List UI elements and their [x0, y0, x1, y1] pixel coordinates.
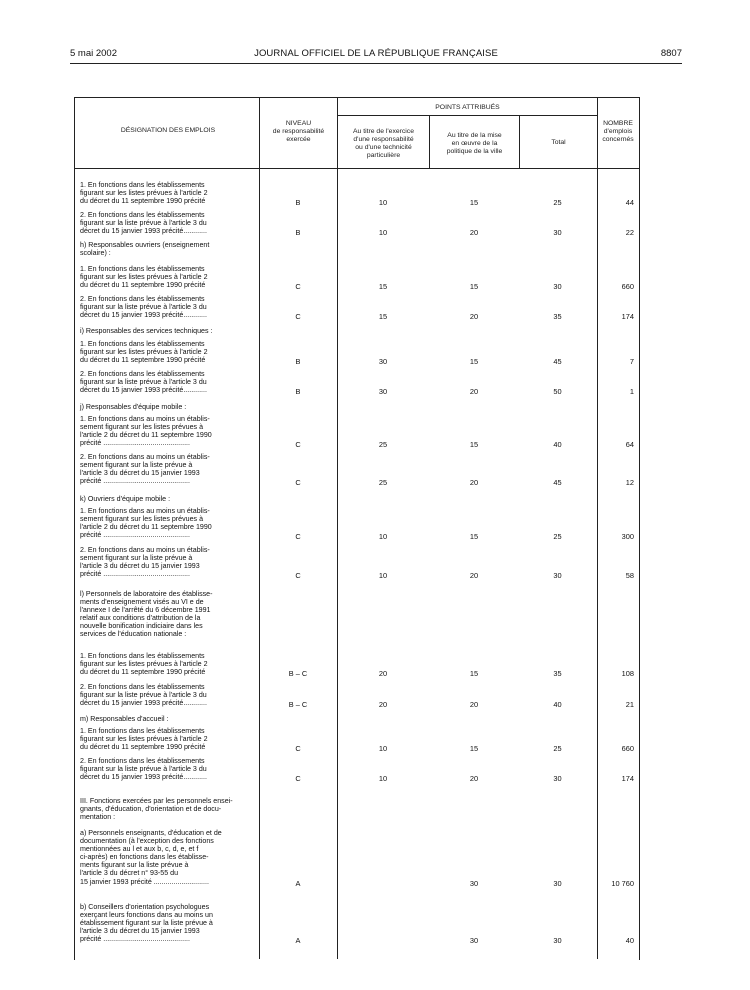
designation-line: figurant sur la liste prévue à l'article 3 du	[80, 378, 207, 387]
designation-line: l'article 3 du décret du 15 janvier 1993	[80, 927, 200, 936]
row-nombre: 7	[629, 357, 634, 367]
row-points-exercice: 10	[378, 774, 388, 784]
row-points-politique: 15	[469, 669, 479, 679]
designation-line: mentionnées au l et aux b, c, d, e, et f	[80, 845, 199, 854]
row-points-politique: 15	[469, 282, 479, 292]
designation-line: du décret du 11 septembre 1990 précité	[80, 743, 206, 752]
col-header-total: Total	[551, 139, 566, 146]
row-designation	[80, 295, 258, 319]
designation-line: l'article 2 du décret du 11 septembre 1990	[80, 431, 212, 440]
designation-line: 1. En fonctions dans les établissements	[80, 265, 205, 273]
running-header	[70, 47, 682, 61]
designation-line: nouvelle bonification indiciaire dans les	[80, 622, 203, 631]
designation-line: l'annexe I de l'arrêté du 6 décembre 1991	[80, 606, 211, 615]
row-points-exercice: 30	[378, 387, 388, 397]
row-niveau: C	[295, 478, 301, 488]
row-total: 45	[553, 478, 562, 488]
row-nombre: 44	[625, 198, 634, 208]
row-nombre: 174	[621, 312, 634, 322]
designation-line: documentation (à l'exception des fonctions	[80, 837, 214, 846]
designation-line: 1. En fonctions dans les établissements	[80, 727, 205, 735]
designation-line: décret du 15 janvier 1993 précité............	[80, 227, 207, 236]
row-points-politique: 20	[469, 478, 479, 488]
col-header-politique-line: politique de la ville	[446, 148, 503, 155]
col-header-exercice-line: d'une responsabilité	[353, 136, 414, 143]
designation-line: exerçant leurs fonctions dans au moins un	[80, 911, 213, 920]
row-total: 25	[553, 744, 562, 754]
designation-line: figurant sur la liste prévue à l'article 3 du	[80, 765, 207, 774]
designation-line: décret du 15 janvier 1993 précité............	[80, 773, 207, 782]
row-niveau: B – C	[288, 700, 308, 710]
row-points-exercice: 20	[378, 669, 388, 679]
designation-line: 2. En fonctions dans au moins un établis-	[80, 546, 210, 554]
designation-line: 2. En fonctions dans les établissements	[80, 683, 205, 691]
row-niveau: B	[295, 198, 301, 208]
row-nombre: 64	[625, 440, 634, 450]
designation-line: gnants, d'éducation, d'orientation et de docu-	[80, 805, 222, 814]
row-points-politique: 20	[469, 774, 479, 784]
row-designation	[80, 797, 258, 821]
designation-line: m) Responsables d'accueil :	[80, 715, 169, 723]
designation-line: sement figurant sur la liste prévue à	[80, 554, 193, 563]
designation-line: figurant sur les listes prévues à l'article 2	[80, 660, 208, 669]
row-points-exercice: 15	[378, 312, 388, 322]
designation-line: précité ............................................	[80, 570, 190, 579]
row-total: 45	[553, 357, 562, 367]
designation-line: j) Responsables d'équipe mobile :	[80, 403, 187, 411]
row-nombre: 108	[621, 669, 634, 679]
page-number: 8807	[660, 48, 682, 59]
row-points-exercice: 10	[378, 744, 388, 754]
designation-line: 2. En fonctions dans les établissements	[80, 211, 205, 219]
designation-line: ments figurant sur la liste prévue à	[80, 861, 189, 870]
row-designation	[80, 652, 258, 676]
row-designation	[80, 727, 258, 751]
designation-line: figurant sur la liste prévue à l'article 3 du	[80, 219, 207, 228]
designation-line: du décret du 11 septembre 1990 précité	[80, 356, 206, 365]
col-header-exercice-line: particulière	[366, 152, 401, 159]
column-rule	[337, 97, 338, 959]
row-total: 30	[553, 571, 562, 581]
designation-line: décret du 15 janvier 1993 précité............	[80, 386, 207, 395]
designation-line: figurant sur la liste prévue à l'article 3 du	[80, 303, 207, 312]
row-total: 30	[553, 936, 562, 946]
row-niveau: B – C	[288, 669, 308, 679]
row-nombre: 10 760	[611, 878, 634, 888]
designation-line: du décret du 11 septembre 1990 précité	[80, 197, 206, 206]
header-rule	[70, 63, 682, 64]
row-total: 30	[553, 282, 562, 292]
designation-line: figurant sur les listes prévues à l'article 2	[80, 273, 208, 282]
row-niveau: B	[295, 228, 301, 238]
designation-line: 1. En fonctions dans les établissements	[80, 340, 205, 348]
designation-line: sement figurant sur les listes prévues à	[80, 515, 204, 524]
designation-line: du décret du 11 septembre 1990 précité	[80, 281, 206, 290]
row-designation	[80, 546, 258, 578]
row-nombre: 300	[621, 532, 634, 542]
designation-line: du décret du 11 septembre 1990 précité	[80, 668, 206, 677]
designation-line: relatif aux conditions d'attribution de la	[80, 614, 201, 623]
row-points-exercice: 20	[378, 700, 388, 710]
row-designation	[80, 370, 258, 394]
row-designation	[80, 403, 258, 411]
row-points-exercice: 10	[378, 198, 388, 208]
row-total: 40	[553, 440, 562, 450]
designation-line: précité ............................................	[80, 439, 190, 448]
col-header-politique-ville	[430, 132, 519, 156]
row-points-politique: 15	[469, 357, 479, 367]
col-header-nombre-line: d'emplois	[603, 128, 633, 135]
designation-line: l) Personnels de laboratoire des établisse-	[80, 590, 213, 598]
row-niveau: C	[295, 312, 301, 322]
designation-line: figurant sur les listes prévues à l'article 2	[80, 189, 208, 198]
row-designation	[80, 683, 258, 707]
row-total: 30	[553, 228, 562, 238]
designation-line: 2. En fonctions dans les établissements	[80, 370, 205, 378]
row-designation	[80, 829, 258, 886]
designation-line: 2. En fonctions dans les établissements	[80, 295, 205, 303]
designation-line: 1. En fonctions dans au moins un établis-	[80, 415, 210, 423]
row-total: 30	[553, 774, 562, 784]
row-designation	[80, 590, 258, 639]
row-points-politique: 20	[469, 387, 479, 397]
row-designation	[80, 211, 258, 235]
row-nombre: 1	[629, 387, 634, 397]
designation-line: h) Responsables ouvriers (enseignement	[80, 241, 210, 249]
row-niveau: C	[295, 532, 301, 542]
row-points-politique: 20	[469, 700, 479, 710]
designation-line: scolaire) :	[80, 249, 111, 258]
row-points-exercice: 25	[378, 440, 388, 450]
row-points-politique: 15	[469, 744, 479, 754]
row-points-exercice: 15	[378, 282, 388, 292]
designation-line: III. Fonctions exercées par les personnels ensei-	[80, 797, 233, 805]
col-header-niveau-line: de responsabilité	[272, 128, 325, 135]
designation-line: 1. En fonctions dans au moins un établis-	[80, 507, 210, 515]
col-header-points: POINTS ATTRIBUÉS	[435, 104, 500, 111]
col-header-exercice-line: ou d'une technicité	[355, 144, 412, 151]
col-header-nombre-line: NOMBRE	[603, 120, 633, 127]
designation-line: précité ............................................	[80, 935, 190, 944]
designation-line: sement figurant sur la liste prévue à	[80, 461, 193, 470]
designation-line: i) Responsables des services techniques :	[80, 327, 213, 335]
row-nombre: 58	[625, 571, 634, 581]
designation-line: 1. En fonctions dans les établissements	[80, 181, 205, 189]
row-designation	[80, 903, 258, 943]
row-points-exercice: 10	[378, 532, 388, 542]
designation-line: 2. En fonctions dans les établissements	[80, 757, 205, 765]
col-header-niveau-line: NIVEAU	[285, 120, 312, 127]
designation-line: figurant sur la liste prévue à l'article 3 du	[80, 691, 207, 700]
row-designation	[80, 327, 258, 335]
row-total: 35	[553, 312, 562, 322]
issue-date: 5 mai 2002	[70, 48, 118, 59]
designation-line: k) Ouvriers d'équipe mobile :	[80, 495, 171, 503]
row-nombre: 40	[625, 936, 634, 946]
row-points-politique: 20	[469, 228, 479, 238]
row-total: 50	[553, 387, 562, 397]
designation-line: a) Personnels enseignants, d'éducation et de	[80, 829, 222, 837]
row-designation	[80, 265, 258, 289]
row-points-exercice: 10	[378, 571, 388, 581]
col-header-designation: DÉSIGNATION DES EMPLOIS	[120, 127, 216, 134]
designation-line: précité ............................................	[80, 477, 190, 486]
row-niveau: C	[295, 571, 301, 581]
row-nombre: 12	[625, 478, 634, 488]
header-rule-points	[337, 115, 597, 116]
row-points-exercice: 25	[378, 478, 388, 488]
designation-line: établissement figurant sur la liste prévue à	[80, 919, 213, 928]
designation-line: précité ............................................	[80, 531, 190, 540]
row-designation	[80, 507, 258, 539]
designation-line: l'article 2 du décret du 11 septembre 1990	[80, 523, 212, 532]
row-total: 25	[553, 198, 562, 208]
row-niveau: A	[295, 878, 301, 888]
col-header-politique-line: en œuvre de la	[451, 140, 498, 147]
row-designation	[80, 715, 258, 723]
designation-line: mentation :	[80, 813, 116, 822]
row-total: 30	[553, 878, 562, 888]
designation-line: décret du 15 janvier 1993 précité............	[80, 699, 207, 708]
header-bottom-rule	[74, 168, 639, 169]
col-header-niveau	[260, 120, 337, 144]
col-header-exercice-line: Au titre de l'exercice	[353, 128, 414, 135]
designation-line: 1. En fonctions dans les établissements	[80, 652, 205, 660]
row-niveau: B	[295, 387, 301, 397]
row-points-exercice: 30	[378, 357, 388, 367]
row-nombre: 174	[621, 774, 634, 784]
designation-line: sement figurant sur les listes prévues à	[80, 423, 204, 432]
designation-line: figurant sur les listes prévues à l'article 2	[80, 348, 208, 357]
row-niveau: C	[295, 744, 301, 754]
row-niveau: C	[295, 774, 301, 784]
row-nombre: 21	[625, 700, 634, 710]
designation-line: décret du 15 janvier 1993 précité............	[80, 311, 207, 320]
row-niveau: C	[295, 440, 301, 450]
row-points-politique: 20	[469, 571, 479, 581]
row-points-politique: 15	[469, 532, 479, 542]
designation-line: ments d'enseignement visés au VI e de	[80, 598, 204, 607]
row-total: 25	[553, 532, 562, 542]
designation-line: b) Conseillers d'orientation psychologues	[80, 903, 210, 911]
row-total: 40	[553, 700, 562, 710]
col-header-exercice	[338, 128, 429, 160]
designation-line: 15 janvier 1993 précité ............................	[80, 877, 209, 886]
row-nombre: 660	[621, 282, 634, 292]
row-designation	[80, 181, 258, 205]
row-niveau: B	[295, 357, 301, 367]
row-total: 35	[553, 669, 562, 679]
row-niveau: A	[295, 936, 301, 946]
row-points-politique: 15	[469, 198, 479, 208]
column-rule	[259, 97, 260, 959]
row-niveau: C	[295, 282, 301, 292]
row-points-politique: 20	[469, 312, 479, 322]
col-header-nombre-line: concernés	[602, 136, 634, 143]
row-designation	[80, 415, 258, 447]
row-designation	[80, 495, 258, 503]
journal-title: JOURNAL OFFICIEL DE LA RÉPUBLIQUE FRANÇAISE	[254, 48, 498, 59]
col-header-nombre	[598, 120, 638, 144]
designation-line: l'article 3 du décret du 15 janvier 1993	[80, 562, 200, 571]
row-designation	[80, 757, 258, 781]
row-points-politique: 30	[469, 936, 479, 946]
designation-line: 2. En fonctions dans au moins un établis-	[80, 453, 210, 461]
row-nombre: 660	[621, 744, 634, 754]
row-points-exercice: 10	[378, 228, 388, 238]
designation-line: ci-après) en fonctions dans les établisse-	[80, 853, 209, 862]
column-rule	[597, 97, 598, 959]
designation-line: services de l'éducation nationale :	[80, 630, 187, 639]
designation-line: l'article 3 du décret n° 93-55 du	[80, 869, 179, 878]
row-nombre: 22	[625, 228, 634, 238]
designation-line: l'article 3 du décret du 15 janvier 1993	[80, 469, 200, 478]
designation-line: figurant sur les listes prévues à l'article 2	[80, 735, 208, 744]
row-designation	[80, 340, 258, 364]
row-designation	[80, 241, 258, 257]
row-points-politique: 15	[469, 440, 479, 450]
row-designation	[80, 453, 258, 485]
col-header-niveau-line: exercée	[286, 136, 311, 143]
row-points-politique: 30	[469, 878, 479, 888]
col-header-politique-line: Au titre de la mise	[447, 132, 502, 139]
